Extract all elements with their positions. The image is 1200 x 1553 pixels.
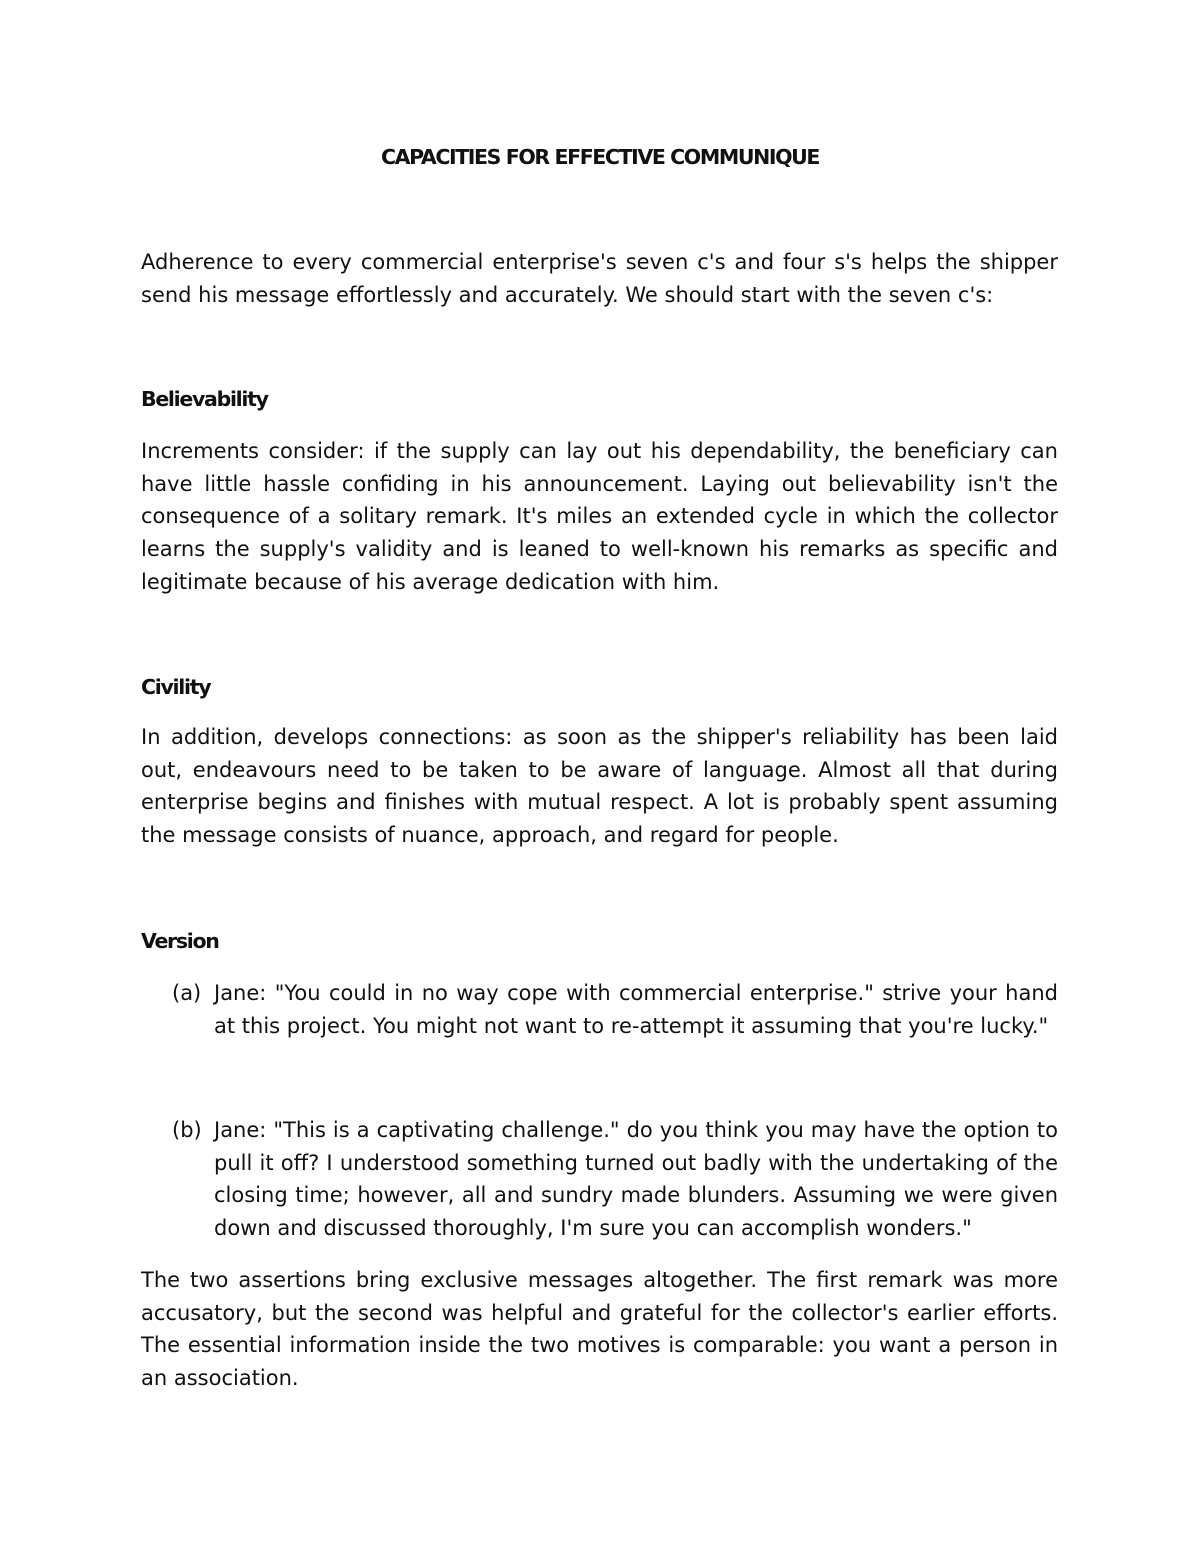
section-heading-version: Version [141,929,219,953]
section-body-believability: Increments consider: if the supply can lay out his dependability, the beneficiary can have little hassle confiding in his announcement. Laying out believability isn't the consequence of a solitary remark. It's miles an extended cycle in which the collector learns the supply's validity and is leaned to well-known his remarks as specific and legitimate because of his average dedication with him. [141,439,1058,594]
intro-paragraph: Adherence to every commercial enterprise's seven c's and four s's helps the shipper send his message effortlessly and accurately. We should start with the seven c's: [141,250,1058,307]
list-text-b: Jane: "This is a captivating challenge." do you think you may have the option to pull it off? I understood something turned out badly with the undertaking of the closing time; however, all and sundry made blunders. Assuming we were given down and discussed thoroughly, I'm sure you can accomplish wonders." [214,1118,1058,1241]
list-item-b [172,1114,1058,1245]
section-heading-civility: Civility [141,675,211,699]
closing-paragraph: The two assertions bring exclusive messages altogether. The first remark was more accusatory, but the second was helpful and grateful for the collector's earlier efforts. The essential information inside the two motives is comparable: you want a person in an association. [141,1268,1058,1391]
document-title: CAPACITIES FOR EFFECTIVE COMMUNIQUE [381,145,819,169]
list-item-a [172,977,1058,1042]
list-marker-a: (a) [172,981,202,1005]
section-body-civility: In addition, develops connections: as soon as the shipper's reliability has been laid out, endeavours need to be taken to be aware of language. Almost all that during enterprise begins and finishes with mutual respect. A lot is probably spent assuming the message consists of nuance, approach, and regard for people. [141,725,1058,848]
section-heading-believability: Believability [141,387,268,411]
list-text-a: Jane: "You could in no way cope with commercial enterprise." strive your hand at this project. You might not want to re-attempt it assuming that you're lucky." [214,981,1058,1038]
list-marker-b: (b) [172,1118,202,1142]
